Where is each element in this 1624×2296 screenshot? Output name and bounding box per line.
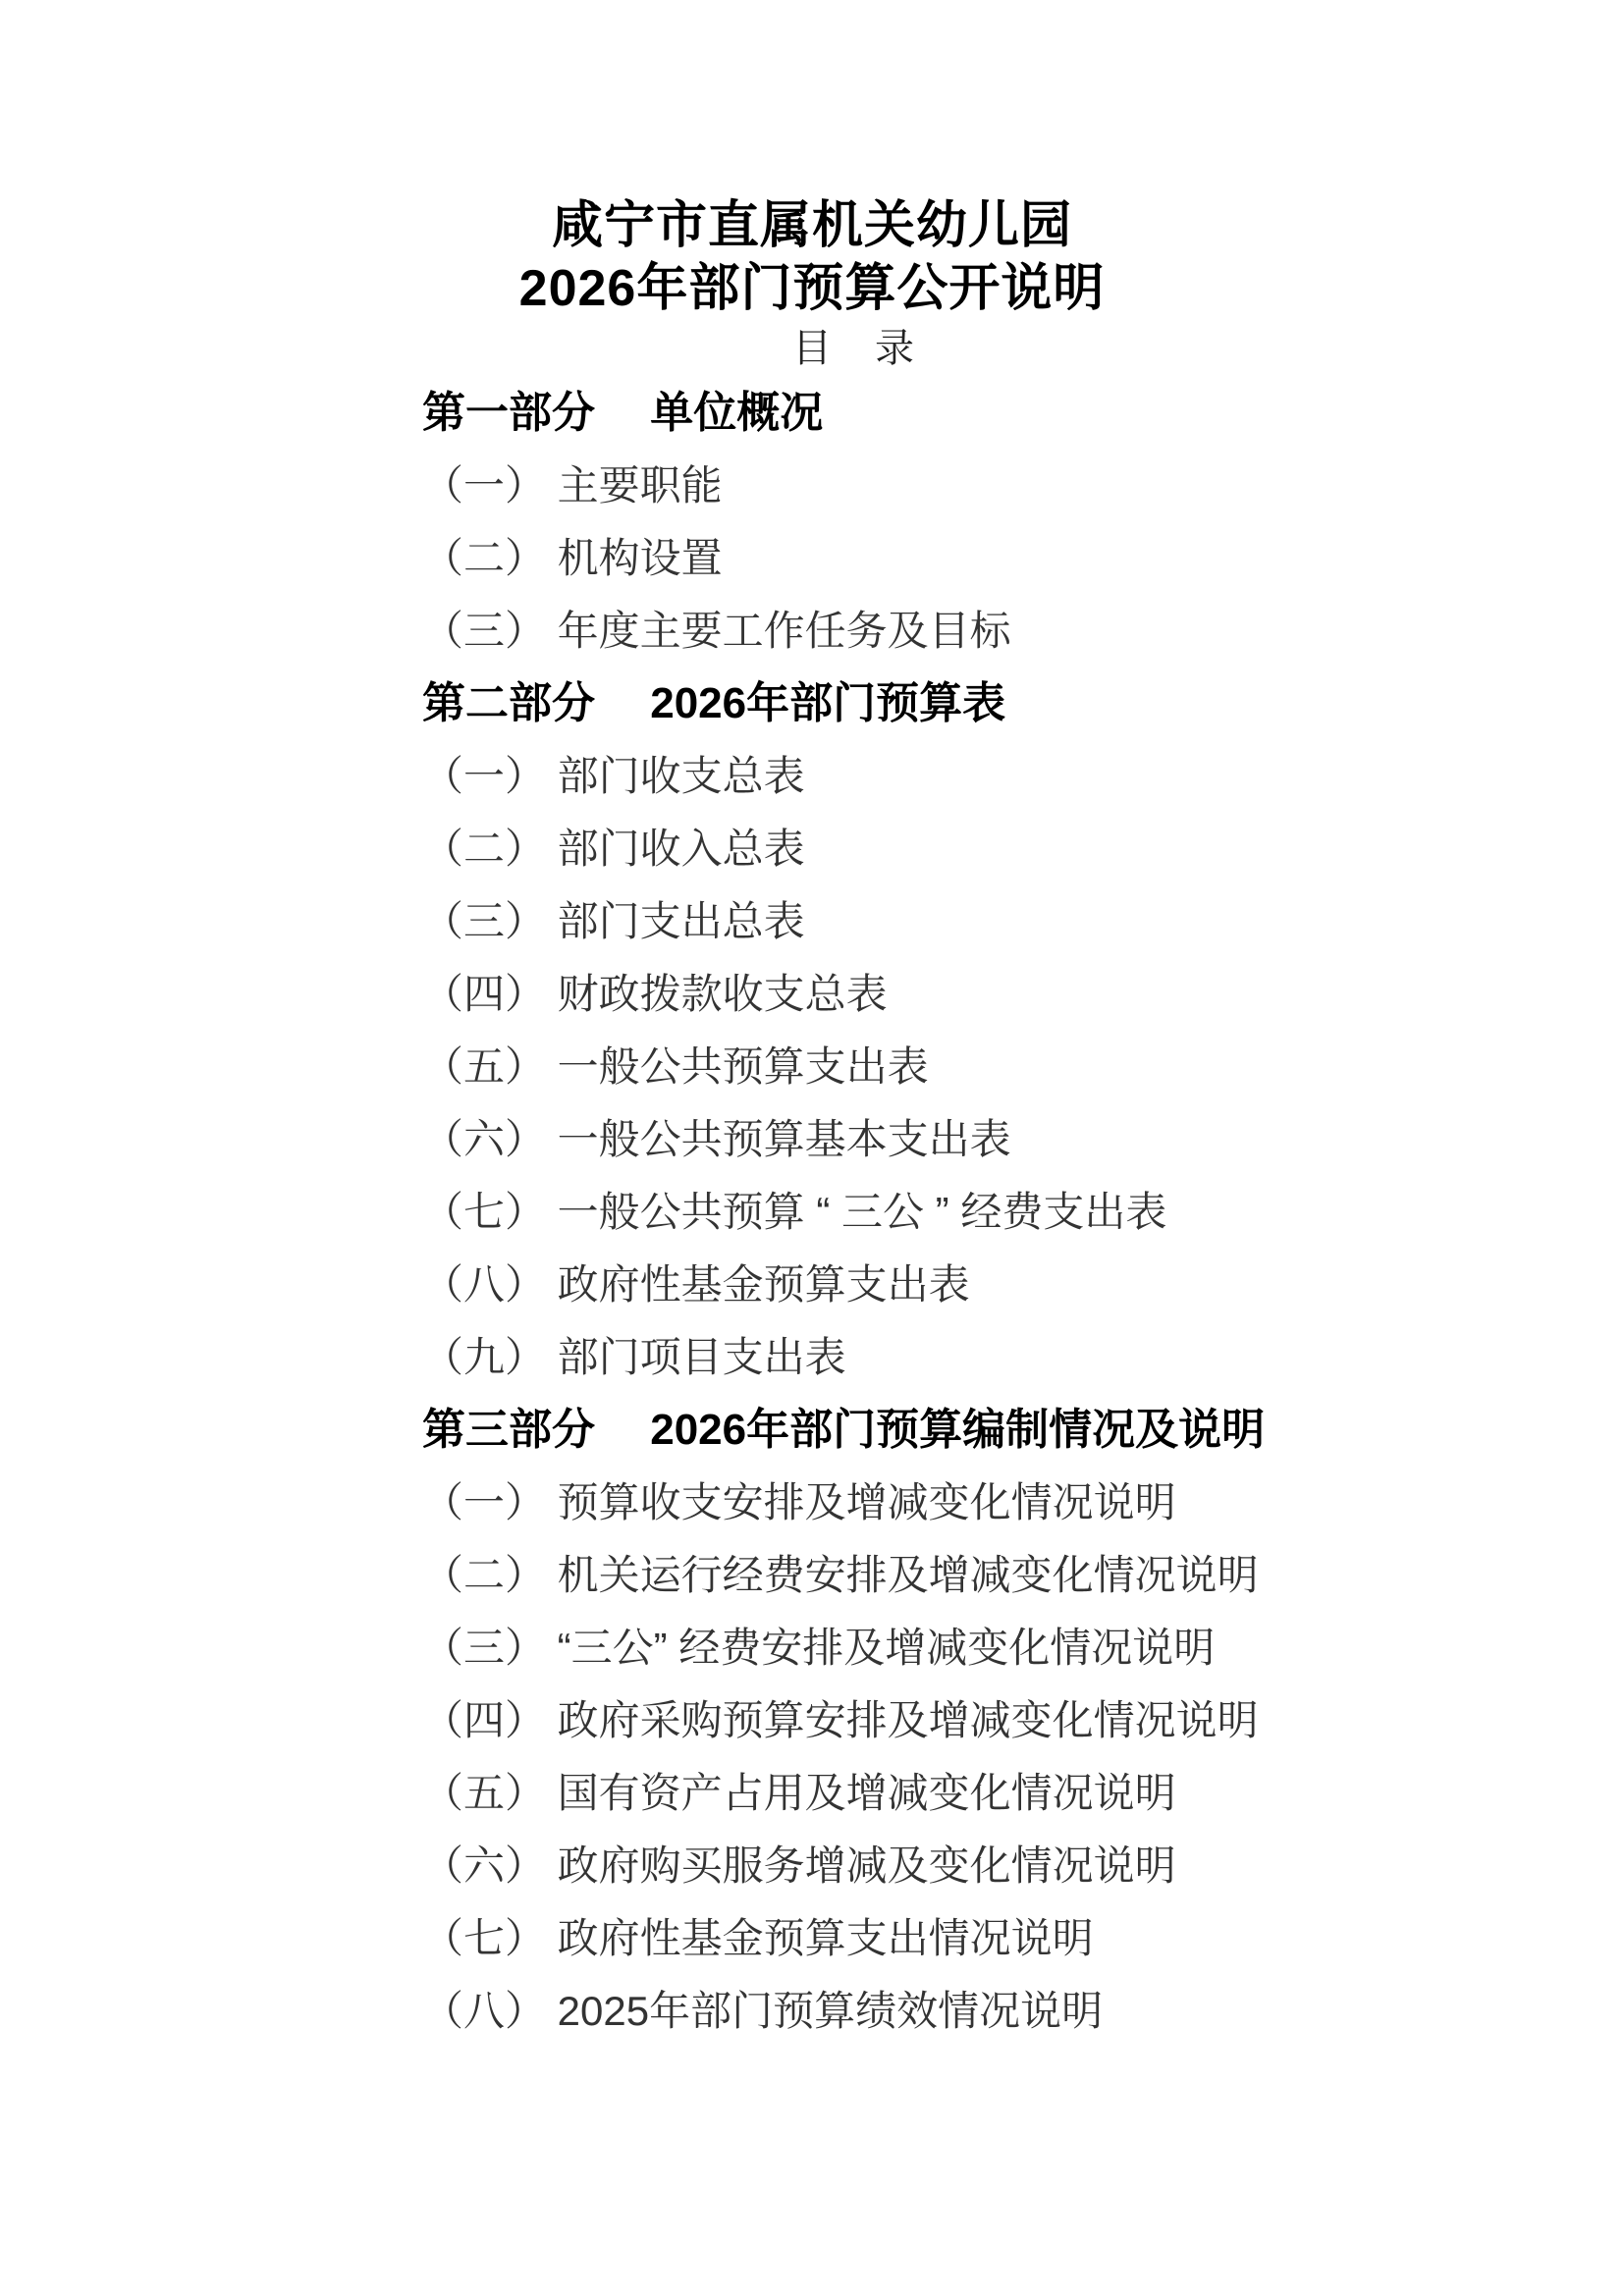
toc-section-1-item-1: （一） 主要职能 (422, 462, 723, 508)
toc-section-3-item-3: （三） “三公” 经费安排及增减变化情况说明 (422, 1625, 1216, 1671)
toc-section-1-item-2: （二） 机构设置 (422, 535, 723, 581)
document-title-line2: 2026年部门预算公开说明 (518, 260, 1106, 317)
toc-section-3-item-5: （五） 国有资产占用及增减变化情况说明 (422, 1770, 1176, 1816)
toc-section-3-item-4: （四） 政府采购预算安排及增减变化情况说明 (422, 1697, 1259, 1743)
toc-section-2-item-2: （二） 部门收入总表 (422, 826, 805, 872)
toc-section-2-item-9: （九） 部门项目支出表 (422, 1334, 846, 1380)
toc-section-3-item-7: （七） 政府性基金预算支出情况说明 (422, 1915, 1094, 1961)
toc-section-2-item-7: （七） 一般公共预算 “ 三公 ” 经费支出表 (422, 1189, 1167, 1235)
toc-section-2-item-8: （八） 政府性基金预算支出表 (422, 1261, 970, 1308)
toc-section-3-item-2: （二） 机关运行经费安排及增减变化情况说明 (422, 1552, 1259, 1598)
toc-heading: 目 录 (792, 327, 916, 370)
toc-section-3-item-8: （八） 2025年部门预算绩效情况说明 (422, 1988, 1104, 2034)
document-header (0, 0, 1624, 377)
toc-section-3-item-6: （六） 政府购买服务增减及变化情况说明 (422, 1842, 1176, 1889)
toc-section-2-item-5: （五） 一般公共预算支出表 (422, 1043, 929, 1090)
document-title-line1: 咸宁市直属机关幼儿园 (551, 197, 1072, 254)
toc-section-1-title: 第一部分 单位概况 (422, 389, 824, 437)
toc-section-3-title: 第三部分 2026年部门预算编制情况及说明 (422, 1406, 1266, 1454)
toc-section-2-item-1: （一） 部门收支总表 (422, 753, 805, 799)
toc-section-2-title: 第二部分 2026年部门预算表 (422, 679, 1006, 727)
table-of-contents (0, 377, 1624, 2048)
toc-section-2-item-6: （六） 一般公共预算基本支出表 (422, 1116, 1011, 1162)
toc-section-1-item-3: （三） 年度主要工作任务及目标 (422, 608, 1011, 654)
toc-section-3-item-1: （一） 预算收支安排及增减变化情况说明 (422, 1479, 1176, 1525)
toc-section-2-item-3: （三） 部门支出总表 (422, 898, 805, 944)
toc-section-2-item-4: （四） 财政拨款收支总表 (422, 971, 888, 1017)
